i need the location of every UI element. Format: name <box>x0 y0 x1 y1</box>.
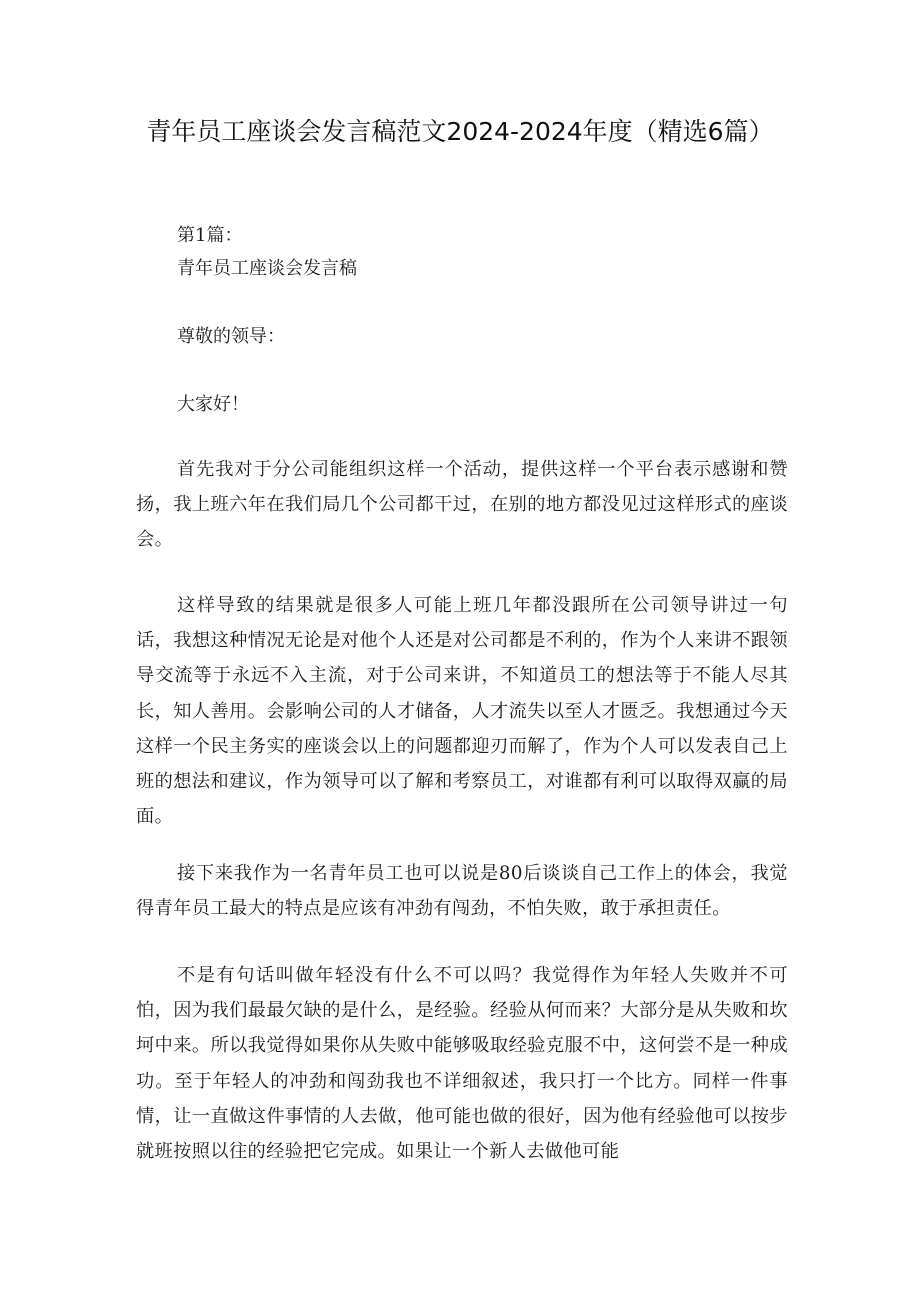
section-label: 第1篇： <box>177 225 243 246</box>
paragraph-4: 不是有句话叫做年轻没有什么不可以吗？我觉得作为年轻人失败并不可怕，因为我们最最欠缺的是什么，是经验。经验从何而来？大部分是从失败和坎坷中来。所以我觉得如果你从失败中能够吸取经验克服不中，这何尝不是一种成功。至于年轻人的冲劲和闯劲我也不详细叙述，我只打一个比方。同样一件事情，让一直做这件事情的人去做，他可能也做的很好，因为他有经验他可以按步就班按照以往的经验把它完成。如果让一个新人去做他可能 <box>136 965 788 1163</box>
paragraph-1: 首先我对于分公司能组织这样一个活动，提供这样一个平台表示感谢和赞扬，我上班六年在我们局几个公司都干过，在别的地方都没见过这样形式的座谈会。 <box>136 459 788 551</box>
salutation: 尊敬的领导： <box>177 326 285 347</box>
paragraph-2: 这样导致的结果就是很多人可能上班几年都没跟所在公司领导讲过一句话，我想这种情况无论是对他个人还是对公司都是不利的，作为个人来讲不跟领导交流等于永远不入主流，对于公司来讲，不知道员工的想法等于不能人尽其长，知人善用。会影响公司的人才储备，人才流失以至人才匮乏。我想通过今天这样一个民主务实的座谈会以上的问题都迎刃而解了，作为个人可以发表自己上班的想法和建议，作为领导可以了解和考察员工，对谁都有利可以取得双赢的局面。 <box>136 595 788 828</box>
greeting: 大家好！ <box>177 394 249 415</box>
section-heading: 青年员工座谈会发言稿 <box>177 258 357 279</box>
document-title: 青年员工座谈会发言稿范文2024-2024年度（精选6篇） <box>146 117 774 146</box>
paragraph-3: 接下来我作为一名青年员工也可以说是80后谈谈自己工作上的体会，我觉得青年员工最大的特点是应该有冲劲有闯劲，不怕失败，敢于承担责任。 <box>136 863 788 920</box>
